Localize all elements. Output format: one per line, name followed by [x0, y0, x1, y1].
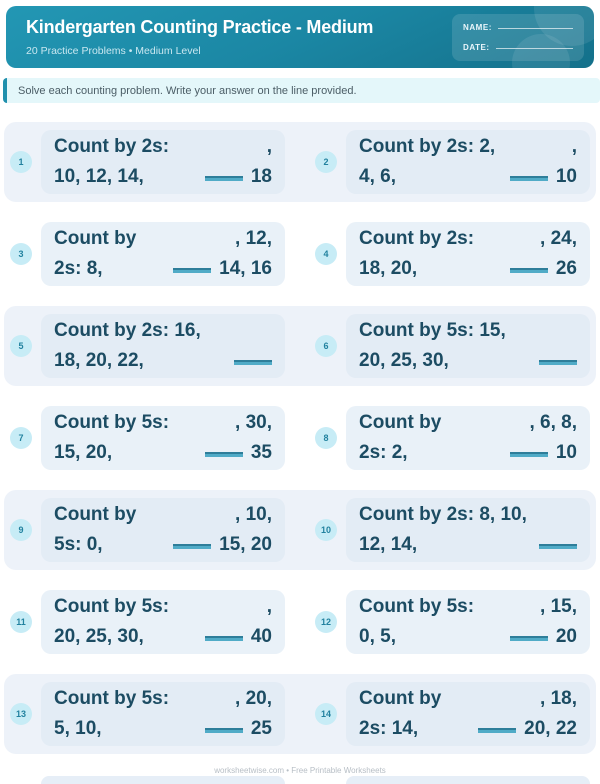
problem-text: , — [266, 596, 272, 617]
instruction-banner — [3, 78, 600, 103]
problem — [10, 498, 285, 562]
problem — [10, 682, 285, 746]
problem-text: 5s: 0, — [54, 534, 103, 555]
problem-text: Count by — [359, 688, 442, 709]
answer-group — [205, 622, 272, 652]
next-problem-card-partial — [41, 776, 285, 784]
problem-line-1 — [359, 684, 577, 714]
problem-line-2 — [359, 530, 577, 560]
problem-text: 35 — [250, 442, 272, 463]
problem-line-1 — [54, 224, 272, 254]
problem-row — [4, 306, 596, 386]
answer-blank — [234, 360, 272, 365]
answer-group — [173, 530, 272, 560]
problem-line-1 — [359, 500, 577, 530]
problem-line-2 — [359, 254, 577, 284]
date-label: DATE: — [463, 43, 490, 52]
problem-line-1 — [54, 500, 272, 530]
page-subtitle: 20 Practice Problems • Medium Level — [26, 45, 201, 57]
answer-blank — [173, 544, 211, 549]
problem-card — [41, 682, 285, 746]
problem-line-1 — [54, 316, 272, 346]
problem — [315, 682, 590, 746]
problem-line-2 — [359, 346, 577, 376]
problem-text: Count by — [54, 504, 137, 525]
answer-group — [510, 622, 577, 652]
problem-card — [346, 682, 590, 746]
problem-number-badge: 13 — [10, 703, 32, 725]
problem-text: , — [571, 136, 577, 157]
problem-text: 26 — [555, 258, 577, 279]
problem-line-1 — [359, 316, 577, 346]
problem-text: 18, 20, 22, — [54, 350, 144, 371]
problem-card — [346, 314, 590, 378]
problem-text: 10 — [555, 442, 577, 463]
answer-blank — [539, 544, 577, 549]
problem-line-1 — [359, 224, 577, 254]
problem-text: Count by 5s: — [359, 596, 475, 617]
problem-line-2 — [54, 530, 272, 560]
problem-row — [4, 674, 596, 754]
problem-text: 18 — [250, 166, 272, 187]
answer-group — [205, 438, 272, 468]
problem-text: , — [266, 136, 272, 157]
problem-line-2 — [54, 346, 272, 376]
next-problem-card-partial — [346, 776, 590, 784]
answer-blank — [510, 452, 548, 457]
problem — [10, 222, 285, 286]
answer-blank — [510, 636, 548, 641]
problem-card — [346, 222, 590, 286]
problem-text: 25 — [250, 718, 272, 739]
answer-group — [539, 357, 577, 365]
problem-text: 10 — [555, 166, 577, 187]
problem-card — [41, 130, 285, 194]
answer-group — [205, 162, 272, 192]
answer-group — [539, 541, 577, 549]
problem-text: 15, 20, — [54, 442, 113, 463]
answer-blank — [173, 268, 211, 273]
problem-line-2 — [359, 714, 577, 744]
answer-group — [205, 714, 272, 744]
footer-text: worksheetwise.com • Free Printable Worksheets — [214, 766, 386, 775]
problem-text: 20, 25, 30, — [54, 626, 144, 647]
problem-line-1 — [54, 132, 272, 162]
problem-number-badge: 5 — [10, 335, 32, 357]
problem-text: 0, 5, — [359, 626, 396, 647]
footer — [0, 766, 600, 775]
problem-text: 4, 6, — [359, 166, 396, 187]
problem-text: Count by 2s: 16, — [54, 320, 201, 341]
problem-text: 2s: 2, — [359, 442, 408, 463]
problem-row — [4, 398, 596, 478]
problem-text: , 24, — [540, 228, 577, 249]
problem-line-1 — [359, 132, 577, 162]
problem-text: , 18, — [540, 688, 577, 709]
problem — [315, 590, 590, 654]
problem-text: Count by 5s: — [54, 412, 170, 433]
problem-card — [41, 314, 285, 378]
problem — [315, 222, 590, 286]
problem-text: Count by 5s: — [54, 688, 170, 709]
problem-text: 40 — [250, 626, 272, 647]
problem-text: 20 — [555, 626, 577, 647]
problem — [10, 314, 285, 378]
problem-line-1 — [359, 592, 577, 622]
problem-number-badge: 7 — [10, 427, 32, 449]
header-text-block — [26, 17, 373, 57]
problem — [10, 406, 285, 470]
problem-text: Count by 2s: 2, — [359, 136, 496, 157]
problem — [315, 498, 590, 562]
problem-text: Count by — [359, 412, 442, 433]
problem-line-1 — [359, 408, 577, 438]
problem-text: , 30, — [235, 412, 272, 433]
answer-group — [510, 254, 577, 284]
problem-text: , 20, — [235, 688, 272, 709]
problem-text: 10, 12, 14, — [54, 166, 144, 187]
problem-card — [346, 406, 590, 470]
problem-line-2 — [54, 254, 272, 284]
problem-text: , 12, — [235, 228, 272, 249]
problem-text: Count by 2s: — [54, 136, 170, 157]
problem-number-badge: 8 — [315, 427, 337, 449]
problem-number-badge: 14 — [315, 703, 337, 725]
problem — [315, 314, 590, 378]
answer-group — [510, 162, 577, 192]
answer-blank — [539, 360, 577, 365]
page-title: Kindergarten Counting Practice - Medium — [26, 17, 374, 37]
answer-group — [510, 438, 577, 468]
problem-line-2 — [359, 438, 577, 468]
problem-card — [41, 222, 285, 286]
problem-number-badge: 1 — [10, 151, 32, 173]
problem-number-badge: 9 — [10, 519, 32, 541]
problem-card — [346, 590, 590, 654]
answer-blank — [510, 176, 548, 181]
problem-number-badge: 2 — [315, 151, 337, 173]
answer-blank — [478, 728, 516, 733]
problem-text: 5, 10, — [54, 718, 102, 739]
problem-number-badge: 12 — [315, 611, 337, 633]
answer-blank — [205, 728, 243, 733]
problem-card — [346, 498, 590, 562]
problem-text: 18, 20, — [359, 258, 418, 279]
problem-card — [41, 590, 285, 654]
problem-text: Count by — [54, 228, 137, 249]
problem-line-1 — [54, 684, 272, 714]
problem-line-1 — [54, 408, 272, 438]
answer-blank — [205, 452, 243, 457]
problem-line-2 — [54, 438, 272, 468]
problem-line-2 — [54, 162, 272, 192]
instruction-text: Solve each counting problem. Write your answer on the line provided. — [18, 84, 357, 97]
problem-text: 20, 22 — [524, 718, 577, 739]
problem-text: , 15, — [540, 596, 577, 617]
problem-number-badge: 4 — [315, 243, 337, 265]
problem-text: , 10, — [235, 504, 272, 525]
problem-text: Count by 5s: — [54, 596, 170, 617]
problem — [10, 590, 285, 654]
problem-text: 15, 20 — [219, 534, 272, 555]
problem-text: Count by 2s: 8, 10, — [359, 504, 527, 525]
problem-line-2 — [359, 162, 577, 192]
problem-text: , 6, 8, — [529, 412, 577, 433]
problem-card — [41, 406, 285, 470]
problem — [315, 406, 590, 470]
answer-group — [478, 714, 577, 744]
problem-text: Count by 5s: 15, — [359, 320, 506, 341]
name-label: NAME: — [463, 23, 493, 32]
problem-text: 20, 25, 30, — [359, 350, 449, 371]
problem-text: Count by 2s: — [359, 228, 475, 249]
problems-grid — [4, 122, 596, 754]
answer-blank — [205, 636, 243, 641]
problem-text: 12, 14, — [359, 534, 418, 555]
problem-card — [346, 130, 590, 194]
answer-blank — [510, 268, 548, 273]
problem-row — [4, 122, 596, 202]
answer-group — [234, 357, 272, 365]
answer-group — [173, 254, 272, 284]
problem — [10, 130, 285, 194]
worksheet-header — [6, 6, 594, 68]
problem-text: 2s: 14, — [359, 718, 419, 739]
problem-text: 14, 16 — [219, 258, 272, 279]
problem-card — [41, 498, 285, 562]
problem-number-badge: 6 — [315, 335, 337, 357]
problem-line-1 — [54, 592, 272, 622]
problem-row — [4, 214, 596, 294]
answer-blank — [205, 176, 243, 181]
problem — [315, 130, 590, 194]
problem-text: 2s: 8, — [54, 258, 103, 279]
problem-row — [4, 582, 596, 662]
problem-line-2 — [359, 622, 577, 652]
problem-number-badge: 10 — [315, 519, 337, 541]
problem-line-2 — [54, 714, 272, 744]
problem-line-2 — [54, 622, 272, 652]
problem-number-badge: 11 — [10, 611, 32, 633]
problem-row — [4, 490, 596, 570]
problem-number-badge: 3 — [10, 243, 32, 265]
